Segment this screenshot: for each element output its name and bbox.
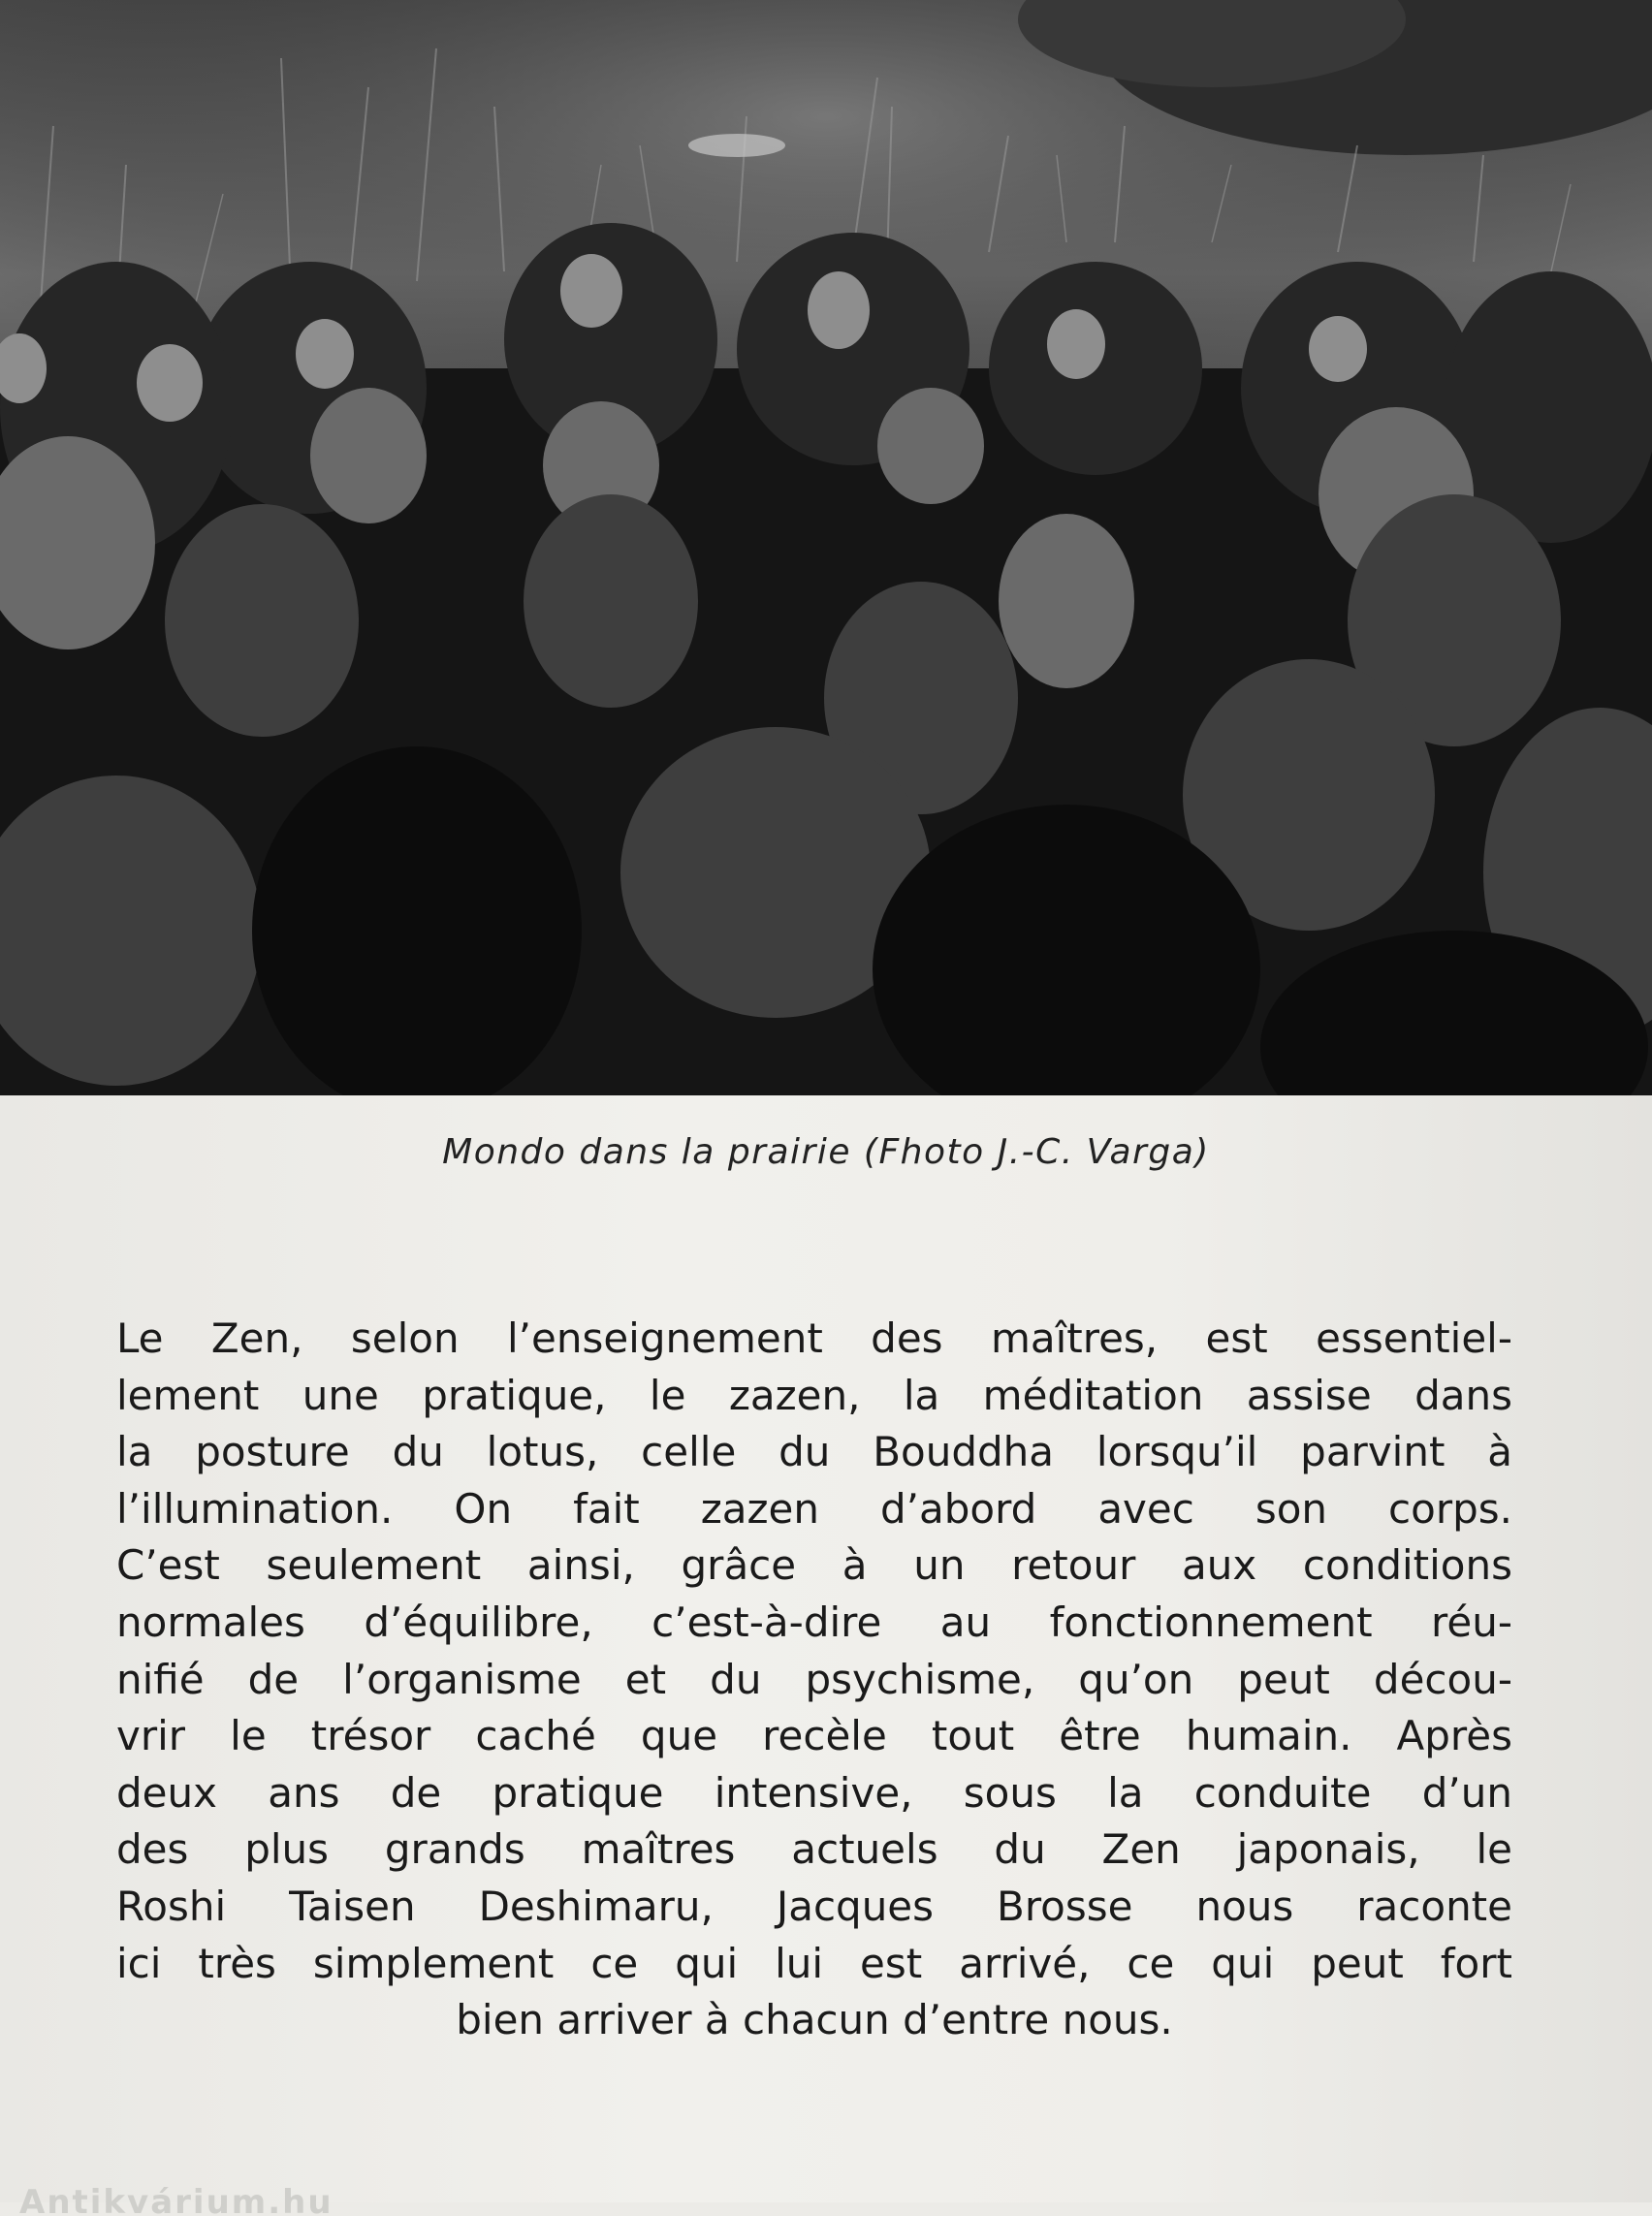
- photo-caption: Mondo dans la prairie (Fhoto J.-C. Varga): [442, 1132, 1210, 1172]
- book-blurb-paragraph: [116, 1311, 1512, 2049]
- paragraph-line: normales d’équilibre, c’est-à-dire au fonctionnement réu-: [116, 1598, 1512, 1646]
- paragraph-line: nifié de l’organisme et du psychisme, qu’on peut décou-: [116, 1655, 1512, 1703]
- paragraph-line: la posture du lotus, celle du Bouddha lorsqu’il parvint à: [116, 1428, 1512, 1476]
- paragraph-line: Roshi Taisen Deshimaru, Jacques Brosse nous raconte: [116, 1882, 1512, 1930]
- paragraph-line: vrir le trésor caché que recèle tout être humain. Après: [116, 1712, 1512, 1760]
- watermark: [0, 2183, 388, 2216]
- paragraph-line: des plus grands maîtres actuels du Zen japonais, le: [116, 1825, 1512, 1874]
- watermark-text: Antikvárium.hu: [19, 2183, 334, 2216]
- photo-illustration: [0, 0, 1652, 1095]
- paragraph-line: C’est seulement ainsi, grâce à un retour aux conditions: [116, 1541, 1512, 1590]
- paragraph-line: ici très simplement ce qui lui est arrivé, ce qui peut fort: [116, 1939, 1512, 1987]
- paragraph-line: l’illumination. On fait zazen d’abord avec son corps.: [116, 1484, 1512, 1533]
- paragraph-line: Le Zen, selon l’enseignement des maîtres, est essentiel-: [116, 1314, 1512, 1362]
- paragraph-line: bien arriver à chacun d’entre nous.: [456, 1996, 1173, 2044]
- paragraph-line: deux ans de pratique intensive, sous la conduite d’un: [116, 1768, 1512, 1817]
- paragraph-line: lement une pratique, le zazen, la méditation assise dans: [116, 1371, 1512, 1419]
- group-meditation-photo: [0, 0, 1652, 1095]
